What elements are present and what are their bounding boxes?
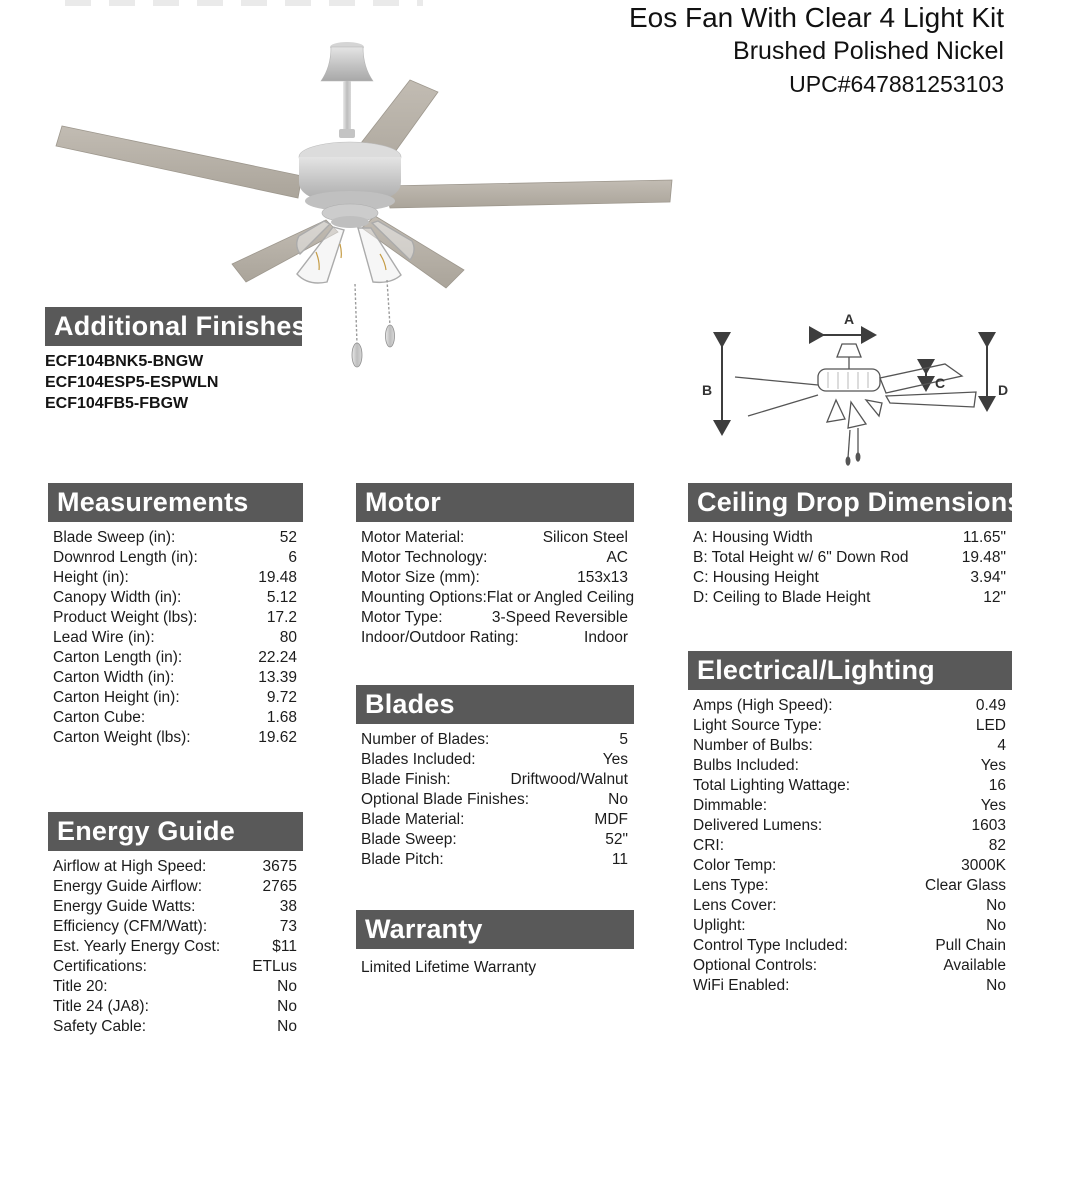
- spec-row: [688, 816, 1012, 836]
- spec-row: [48, 937, 303, 957]
- spec-value: No: [277, 998, 297, 1015]
- spec-value: 19.48": [961, 549, 1006, 566]
- spec-value: Yes: [602, 751, 628, 768]
- cropped-text-remnant: [65, 0, 423, 6]
- spec-value: Silicon Steel: [542, 529, 628, 546]
- spec-value: 11: [611, 851, 628, 868]
- spec-value: Yes: [980, 757, 1006, 774]
- product-finish: Brushed Polished Nickel: [733, 37, 1004, 65]
- spec-label: WiFi Enabled:: [693, 977, 790, 994]
- spec-value: Clear Glass: [925, 877, 1006, 894]
- spec-row: [356, 548, 634, 568]
- spec-label: B: Total Height w/ 6" Down Rod: [693, 549, 909, 566]
- spec-row: [48, 608, 303, 628]
- spec-value: 5.12: [266, 589, 297, 606]
- spec-value: 4: [997, 737, 1006, 754]
- spec-label: Control Type Included:: [693, 937, 848, 954]
- ceiling-drop-header: Ceiling Drop Dimensions: [688, 483, 1012, 522]
- spec-label: A: Housing Width: [693, 529, 813, 546]
- ceiling-drop-diagram: [690, 300, 1020, 480]
- spec-value: 82: [988, 837, 1006, 854]
- spec-label: Lead Wire (in):: [53, 629, 155, 646]
- column-middle: [356, 483, 634, 977]
- spec-value: No: [277, 1018, 297, 1035]
- measurements-rows: [48, 522, 303, 748]
- spec-label: Motor Technology:: [361, 549, 488, 566]
- finish-code: ECF104BNK5-BNGW: [45, 353, 204, 370]
- title-block: [629, 2, 1004, 97]
- spec-row: [48, 668, 303, 688]
- spec-label: Carton Width (in):: [53, 669, 175, 686]
- pull-chains: [352, 280, 395, 367]
- spec-label: CRI:: [693, 837, 724, 854]
- spec-label: Downrod Length (in):: [53, 549, 198, 566]
- spec-label: Color Temp:: [693, 857, 777, 874]
- spec-value: 73: [279, 918, 297, 935]
- finish-code: ECF104FB5-FBGW: [45, 395, 189, 412]
- spec-label: Certifications:: [53, 958, 147, 975]
- energy-guide-rows: [48, 851, 303, 1037]
- blades-section: [356, 685, 634, 870]
- spec-row: [356, 790, 634, 810]
- spec-row: [48, 728, 303, 748]
- spec-value: 3675: [262, 858, 297, 875]
- spec-label: Bulbs Included:: [693, 757, 799, 774]
- spec-row: [356, 830, 634, 850]
- spec-row: [48, 997, 303, 1017]
- spec-row: [688, 588, 1012, 608]
- spec-value: 1603: [971, 817, 1006, 834]
- spec-row: [688, 756, 1012, 776]
- spec-value: Driftwood/Walnut: [510, 771, 628, 788]
- spec-label: Total Lighting Wattage:: [693, 777, 851, 794]
- spec-row: [688, 796, 1012, 816]
- spec-value: No: [277, 978, 297, 995]
- fan-canopy: [321, 42, 373, 138]
- additional-finishes-header: Additional Finishes: [45, 307, 302, 346]
- spec-value: 6: [288, 549, 297, 566]
- spec-label: Indoor/Outdoor Rating:: [361, 629, 519, 646]
- spec-value: 3-Speed Reversible: [491, 609, 628, 626]
- fan-motor-housing: [299, 142, 401, 228]
- spec-label: Motor Type:: [361, 609, 443, 626]
- spec-label: Motor Material:: [361, 529, 465, 546]
- spec-label: Title 20:: [53, 978, 108, 995]
- spec-row: [688, 876, 1012, 896]
- spec-row: [688, 896, 1012, 916]
- spec-value: Pull Chain: [935, 937, 1006, 954]
- additional-finishes-section: [45, 307, 307, 414]
- spec-label: Optional Controls:: [693, 957, 818, 974]
- spec-row: [356, 730, 634, 750]
- spec-label: Height (in):: [53, 569, 129, 586]
- ceiling-drop-rows: [688, 522, 1012, 608]
- spec-label: Light Source Type:: [693, 717, 822, 734]
- spec-value: 11.65": [962, 529, 1006, 546]
- spec-label: Blade Pitch:: [361, 851, 444, 868]
- diagram-label-b: B: [702, 382, 713, 398]
- spec-value: 0.49: [975, 697, 1006, 714]
- spec-value: 80: [279, 629, 297, 646]
- spec-label: Lens Cover:: [693, 897, 777, 914]
- spec-row: [356, 750, 634, 770]
- spec-row: [48, 568, 303, 588]
- spec-label: Canopy Width (in):: [53, 589, 182, 606]
- spec-row: [356, 810, 634, 830]
- spec-label: D: Ceiling to Blade Height: [693, 589, 871, 606]
- spec-row: [48, 857, 303, 877]
- energy-guide-header: Energy Guide: [48, 812, 303, 851]
- spec-row: [48, 588, 303, 608]
- spec-label: Blade Sweep:: [361, 831, 457, 848]
- spec-label: Safety Cable:: [53, 1018, 147, 1035]
- finish-list: [45, 351, 302, 414]
- spec-value: 38: [279, 898, 297, 915]
- spec-label: Energy Guide Watts:: [53, 898, 196, 915]
- spec-row: [688, 956, 1012, 976]
- spec-row: [688, 776, 1012, 796]
- product-title: Eos Fan With Clear 4 Light Kit: [628, 2, 1004, 33]
- spec-label: Efficiency (CFM/Watt):: [53, 918, 208, 935]
- spec-row: [688, 696, 1012, 716]
- measurements-section: [48, 483, 303, 748]
- spec-row: [688, 836, 1012, 856]
- spec-label: Blade Material:: [361, 811, 465, 828]
- spec-row: [688, 976, 1012, 996]
- spec-label: Carton Height (in):: [53, 689, 180, 706]
- warranty-text: Limited Lifetime Warranty: [361, 959, 537, 976]
- spec-value: 1.68: [266, 709, 297, 726]
- spec-value: ETLus: [252, 958, 297, 975]
- spec-row: [688, 716, 1012, 736]
- diagram-label-c: C: [935, 375, 946, 391]
- spec-row: [356, 628, 634, 648]
- spec-value: Indoor: [584, 629, 628, 646]
- spec-row: [48, 897, 303, 917]
- spec-value: 3.94": [970, 569, 1006, 586]
- diagram-fan-drawing: [735, 344, 976, 465]
- spec-label: C: Housing Height: [693, 569, 819, 586]
- spec-row: [48, 528, 303, 548]
- spec-value: 9.72: [266, 689, 297, 706]
- spec-value: $11: [272, 938, 297, 955]
- spec-row: [688, 548, 1012, 568]
- spec-value: 5: [619, 731, 628, 748]
- electrical-header: Electrical/Lighting: [688, 651, 1012, 690]
- spec-label: Uplight:: [693, 917, 746, 934]
- warranty-header: Warranty: [356, 910, 634, 949]
- spec-row: [688, 916, 1012, 936]
- spec-row: [688, 856, 1012, 876]
- spec-row: [48, 877, 303, 897]
- spec-value: 19.48: [258, 569, 297, 586]
- motor-section: [356, 483, 634, 648]
- spec-row: [48, 548, 303, 568]
- spec-label: Title 24 (JA8):: [53, 998, 149, 1015]
- spec-label: Carton Weight (lbs):: [53, 729, 191, 746]
- spec-row: [356, 528, 634, 548]
- spec-row: [356, 568, 634, 588]
- spec-label: Energy Guide Airflow:: [53, 878, 203, 895]
- spec-label: Optional Blade Finishes:: [361, 791, 530, 808]
- spec-row: [48, 648, 303, 668]
- spec-label: Number of Bulbs:: [693, 737, 813, 754]
- spec-label: Lens Type:: [693, 877, 769, 894]
- spec-label: Amps (High Speed):: [693, 697, 833, 714]
- finish-code: ECF104ESP5-ESPWLN: [45, 374, 219, 391]
- spec-row: [356, 770, 634, 790]
- spec-label: Delivered Lumens:: [693, 817, 823, 834]
- spec-label: Motor Size (mm):: [361, 569, 480, 586]
- spec-row: [688, 568, 1012, 588]
- spec-label: Number of Blades:: [361, 731, 490, 748]
- spec-value: 19.62: [258, 729, 297, 746]
- spec-value: AC: [606, 549, 628, 566]
- diagram-label-d: D: [998, 382, 1009, 398]
- motor-header: Motor: [356, 483, 634, 522]
- spec-value: 3000K: [961, 857, 1006, 874]
- spec-row: [48, 1017, 303, 1037]
- spec-label: Carton Length (in):: [53, 649, 183, 666]
- spec-value: MDF: [594, 811, 628, 828]
- spec-value: No: [986, 897, 1006, 914]
- diagram-label-a: A: [844, 311, 855, 327]
- column-right: [688, 483, 1023, 996]
- spec-row: [48, 688, 303, 708]
- spec-value: Yes: [980, 797, 1006, 814]
- spec-row: [48, 977, 303, 997]
- spec-label: Product Weight (lbs):: [53, 609, 198, 626]
- spec-label: Carton Cube:: [53, 709, 146, 726]
- spec-label: Dimmable:: [693, 797, 768, 814]
- spec-value: 52: [279, 529, 297, 546]
- spec-row: [688, 936, 1012, 956]
- spec-label: Est. Yearly Energy Cost:: [53, 938, 221, 955]
- motor-rows: [356, 522, 634, 648]
- spec-row: [356, 588, 634, 608]
- spec-row: [356, 850, 634, 870]
- spec-value: LED: [975, 717, 1006, 734]
- spec-label: Airflow at High Speed:: [53, 858, 207, 875]
- spec-value: 16: [988, 777, 1006, 794]
- electrical-rows: [688, 690, 1012, 996]
- spec-value: 13.39: [258, 669, 297, 686]
- column-left: [48, 483, 303, 1037]
- spec-label: Blades Included:: [361, 751, 476, 768]
- spec-value: 17.2: [266, 609, 297, 626]
- electrical-section: [688, 651, 1012, 996]
- warranty-section: [356, 910, 634, 977]
- spec-value: 22.24: [258, 649, 297, 666]
- spec-value: Flat or Angled Ceiling: [486, 589, 635, 606]
- spec-row: [48, 708, 303, 728]
- spec-label: Blade Sweep (in):: [53, 529, 176, 546]
- spec-row: [48, 957, 303, 977]
- blades-header: Blades: [356, 685, 634, 724]
- spec-row: [688, 528, 1012, 548]
- product-upc: UPC#647881253103: [789, 71, 1004, 97]
- measurements-header: Measurements: [48, 483, 303, 522]
- spec-value: No: [986, 917, 1006, 934]
- spec-label: Blade Finish:: [361, 771, 451, 788]
- spec-row: [356, 608, 634, 628]
- spec-value: 12": [983, 589, 1006, 606]
- spec-value: 52": [605, 831, 628, 848]
- blades-rows: [356, 724, 634, 870]
- spec-value: No: [986, 977, 1006, 994]
- spec-value: Available: [943, 957, 1006, 974]
- ceiling-drop-section: [688, 483, 1023, 608]
- spec-value: No: [608, 791, 628, 808]
- spec-row: [48, 917, 303, 937]
- spec-value: 153x13: [577, 569, 628, 586]
- spec-row: [688, 736, 1012, 756]
- spec-row: [48, 628, 303, 648]
- spec-label: Mounting Options:: [361, 589, 487, 606]
- energy-guide-section: [48, 812, 303, 1037]
- spec-value: 2765: [262, 878, 297, 895]
